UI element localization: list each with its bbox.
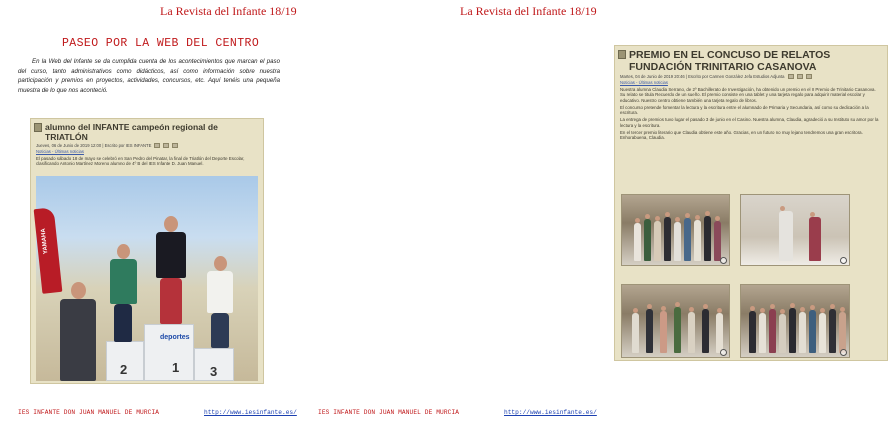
- intro-paragraph: En la Web del Infante se da cumplida cuenta de los acontecimientos que marcan el paso del curso, tanto administrativos como didácticos, así como información sobre nuestra participación y premios en proyectos, actividades, concursos, etc. Aquí tenéis una pequeña muestra de lo que nos aconteció.: [18, 58, 280, 94]
- section-title: PASEO POR LA WEB DEL CENTRO: [62, 37, 260, 50]
- article-paragraph: En el tercer premio literario que Claudia obtiene este año. Gracias, en un futuro no muy lejano tendremos una gran escritora. Enhorabuena, Claudia.: [620, 130, 863, 141]
- magazine-title: La Revista del Infante 18/19: [460, 4, 597, 18]
- article-heading: PREMIO EN EL CONCUSO DE RELATOS FUNDACIÓN TRINITARIO CASANOVA: [629, 49, 831, 73]
- place-second: 2: [120, 362, 128, 377]
- document-icon: [34, 123, 42, 132]
- award-photo-2[interactable]: [740, 194, 850, 266]
- article-heading: alumno del INFANTE campeón regional de TRIATLÓN: [45, 122, 218, 142]
- triathlon-article-screenshot: [30, 118, 264, 384]
- award-photo-4[interactable]: [740, 284, 850, 358]
- email-icon[interactable]: [172, 143, 178, 148]
- pdf-icon[interactable]: [788, 74, 794, 79]
- article-paragraph: Nuestra alumna Claudia Serrano, de 2º Bachillerato de Investigación, ha obtenido un premio en el II Premio de Trinitario Casanova. Su relato se titula Recuerdo de un sueño. El premio consiste en una tablet y una tarjeta regalo para adquirir material escolar y educativo. Nuestro centro obtiene también una tarjeta regalo de libros.: [620, 87, 876, 103]
- place-first: 1: [172, 360, 180, 375]
- right-page: [300, 0, 879, 424]
- podium-first: [144, 324, 194, 381]
- article-body: El pasado sábado 18 de mayo se celebró en San Pedro del Pinatar, la final de Triatlón del Deporte Escolar, clasificando Antonio Martínez Moreno alumno de 4º B del IES Infante D. Juan Manuel.: [36, 156, 245, 167]
- article-paragraph: La entrega de premios tuvo lugar el pasado 3 de junio en el Casino. Nuestra alumna, Claudia, agradeció a su Instituto su amor por la lectura y la escritura.: [620, 117, 879, 128]
- place-third: 3: [210, 364, 218, 379]
- relatos-article-screenshot: [614, 45, 888, 361]
- podium-brand: deportes: [160, 334, 190, 341]
- article-header: [31, 119, 263, 143]
- category-links[interactable]: Noticias - Últimas noticias: [36, 149, 84, 154]
- email-icon[interactable]: [806, 74, 812, 79]
- article-meta-text: Martes, 04 de Junio de 2019 20:46 | Escrito por Carmen González Jefa Estudios Adjunta: [620, 74, 785, 79]
- article-paragraph: El concurso pretende fomentar la lectura y la escritura entre el alumnado de Primaria y Secundaria, así como su dedicación a la escritura.: [620, 104, 869, 116]
- footer-school: IES INFANTE DON JUAN MANUEL DE MURCIA: [318, 409, 460, 416]
- yamaha-banner: YAMAHA: [34, 207, 63, 294]
- zoom-icon[interactable]: [840, 349, 847, 356]
- category-links[interactable]: Noticias - Últimas noticias: [620, 80, 668, 85]
- award-photo-1[interactable]: [621, 194, 730, 266]
- pdf-icon[interactable]: [154, 143, 160, 148]
- footer-school: IES INFANTE DON JUAN MANUEL DE MURCIA: [18, 409, 160, 416]
- print-icon[interactable]: [797, 74, 803, 79]
- zoom-icon[interactable]: [720, 349, 727, 356]
- footer-url[interactable]: http://www.iesinfante.es/: [504, 409, 597, 416]
- podium-photo: [36, 176, 258, 381]
- footer-url[interactable]: http://www.iesinfante.es/: [204, 409, 297, 416]
- print-icon[interactable]: [163, 143, 169, 148]
- zoom-icon[interactable]: [720, 257, 727, 264]
- left-page: [0, 0, 300, 424]
- article-header: [615, 46, 887, 74]
- article-meta-text: Jueves, 06 de Junio de 2019 12:00 | Escrito por IES INFANTE: [36, 143, 152, 148]
- document-icon: [618, 50, 626, 59]
- award-photo-3[interactable]: [621, 284, 730, 358]
- magazine-title: La Revista del Infante 18/19: [160, 4, 297, 18]
- zoom-icon[interactable]: [840, 257, 847, 264]
